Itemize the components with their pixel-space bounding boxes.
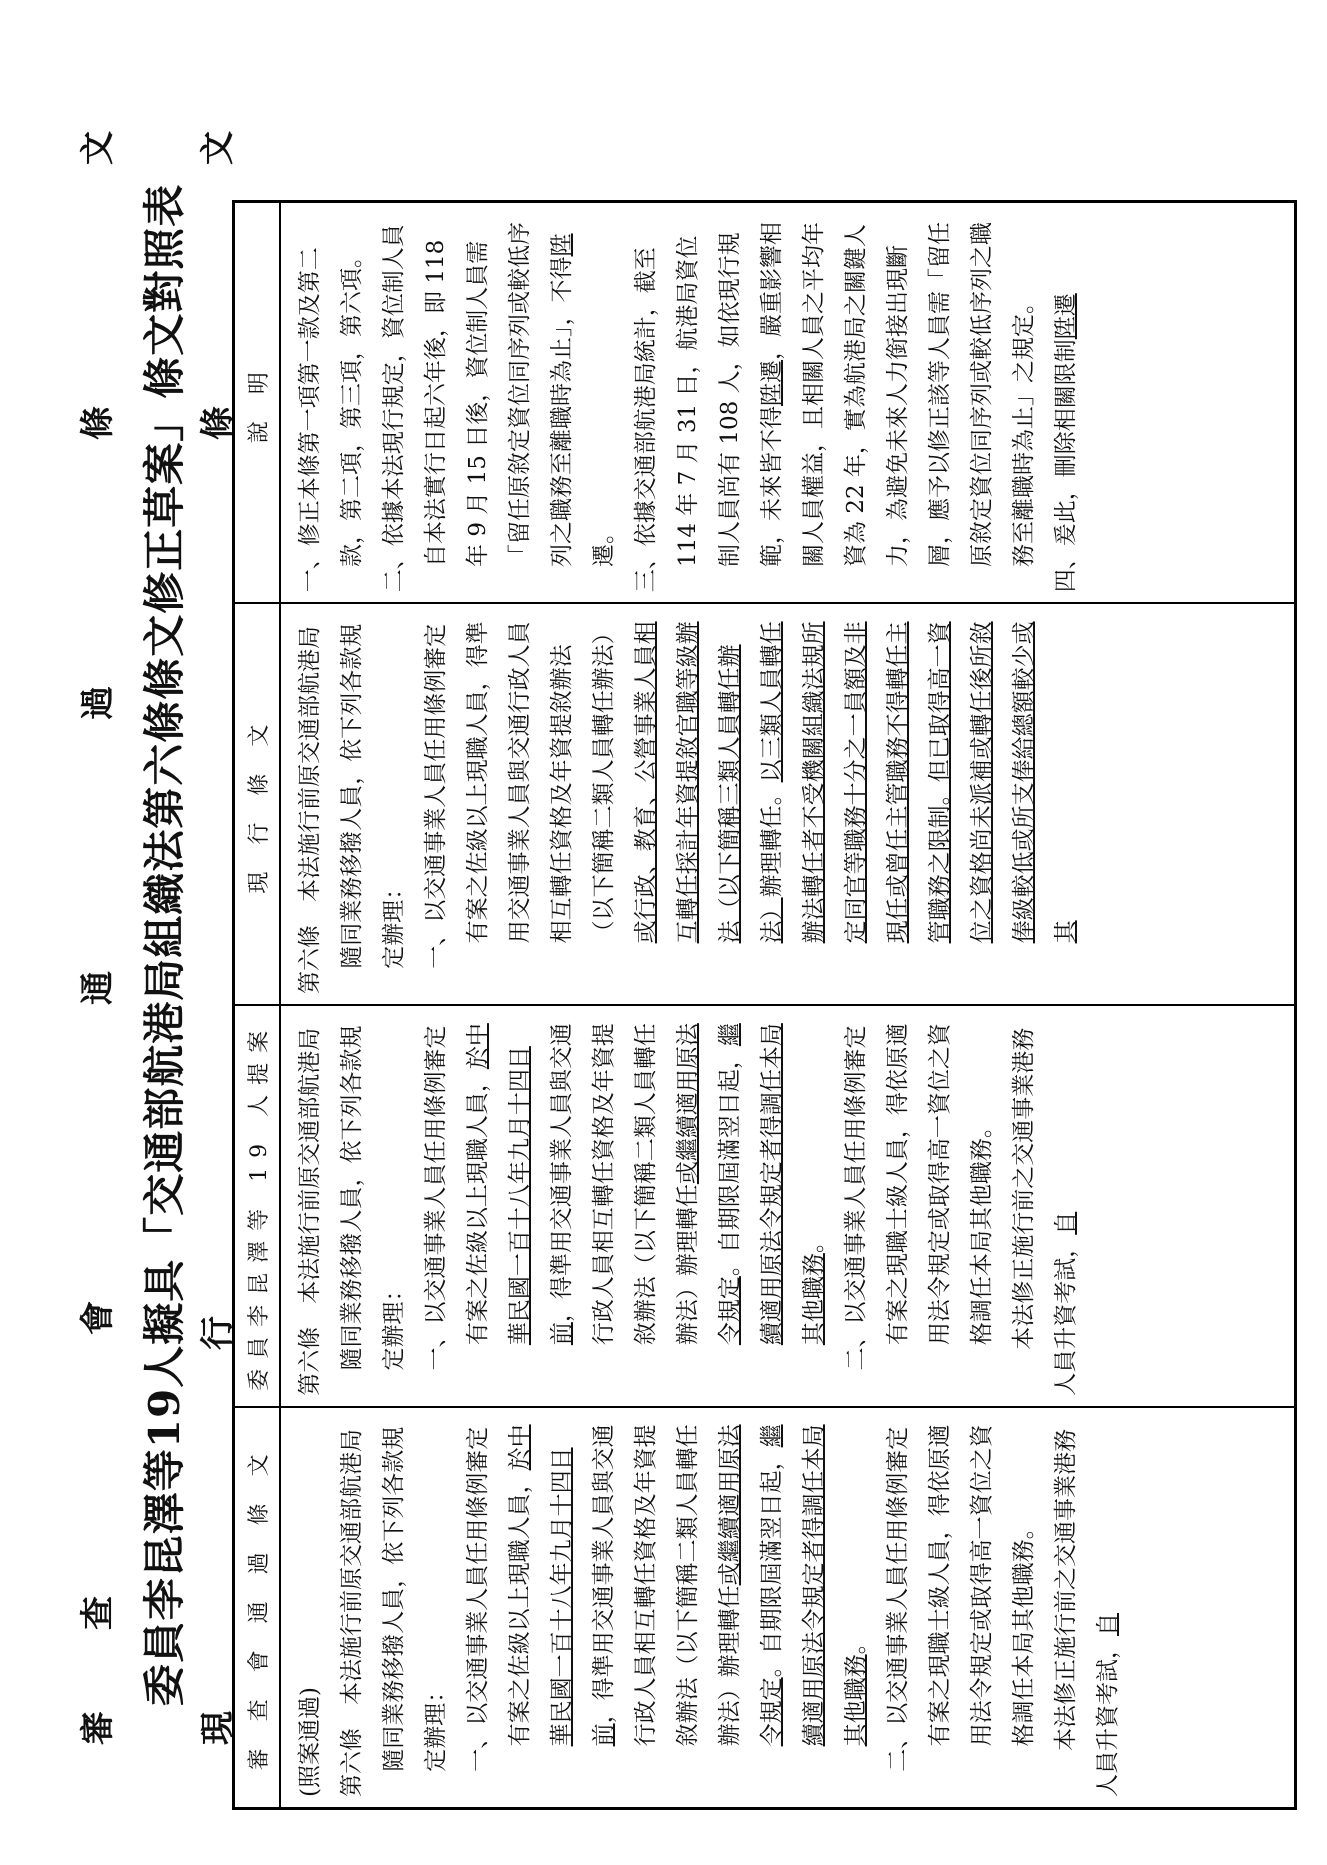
text-run: 本法修正施行前之交通事業港務人員升資考試， (1053, 1429, 1121, 1797)
header-explanation: 說 明 (234, 202, 281, 604)
review-cell (280, 1407, 1296, 1809)
proposal-item-1 (415, 1016, 835, 1396)
title-bottom-line (190, 85, 238, 1805)
title-bottom-char: 條 (198, 406, 238, 440)
text-run: ，得準用交通事業人員與交通行政人員相互轉任資格及年資提敘辦法（以下簡稱二類人員轉任辦法）辦理轉任 (549, 1023, 701, 1346)
header-review: 審 查 會 通 過 條 文 (234, 1407, 281, 1809)
table-header-row (234, 202, 281, 1809)
current-item-1 (415, 614, 1087, 994)
review-note: (照案通過) (297, 1687, 323, 1797)
text-run: 四、爰此，刪除相關限制 (1053, 339, 1079, 593)
title-top-char: 通 (78, 971, 118, 1005)
title-top-char: 審 (78, 1711, 118, 1745)
underlined-text: 自 (1095, 1613, 1121, 1636)
text-run: 。自期限屆滿翌日起， (717, 1046, 743, 1277)
text-run: 辦理轉任。 (759, 782, 785, 898)
explanation-cell (280, 202, 1296, 604)
title-bottom-char: 行 (198, 1316, 238, 1350)
header-proposal: 委員李昆澤等 19 人提案 (234, 1005, 281, 1407)
underlined-text: 於中華民國一百十八年九月十四日前 (465, 1023, 575, 1346)
explanation-3 (625, 213, 1045, 592)
explanation-2 (373, 213, 625, 592)
proposal-tail (1003, 1016, 1087, 1396)
text-run: 。 (843, 1631, 869, 1655)
title-top-char: 文 (78, 131, 118, 165)
review-item-2: 二、以交通事業人員任用條例審定有案之現職士級人員，得依原適用法令規定或取得高一資位之資格調任本局其他職務。 (885, 1424, 1037, 1772)
proposal-item-2: 二、以交通事業人員任用條例審定有案之現職士級人員，得依原適用法令規定或取得高一資位之資格調任本局其他職務。 (843, 1023, 995, 1371)
text-run: 本法修正施行前之交通事業港務人員升資考試， (1011, 1027, 1079, 1396)
underlined-text: 繼續適用原法令規定者得調任本局其他職務 (717, 1023, 827, 1346)
title-top-char: 會 (78, 1301, 118, 1335)
explanation-1: 一、修正本條第一項第一款及第二款，第二項，第三項，第六項。 (297, 244, 365, 593)
underlined-text: 陞遷 (759, 359, 785, 406)
title-bottom-char: 文 (198, 131, 238, 165)
title-main-line: 委員李昆澤等19人擬具「交通部航港局組織法第六條條文修正草案」條文對照表 (140, 183, 189, 1707)
document-title (70, 85, 240, 1805)
text-run: 一、以交通事業人員任用條例審定有案之佐級以上現職人員， (465, 1426, 533, 1772)
review-item-1 (457, 1418, 877, 1797)
underlined-text: 陞 (549, 233, 575, 257)
title-top-char: 查 (78, 1596, 118, 1630)
title-bottom-char: 現 (198, 1711, 238, 1745)
review-tail (1045, 1418, 1129, 1797)
explanation-4 (1045, 213, 1087, 592)
text-run: 遷。 (591, 520, 617, 567)
text-run: 三、依據交通部航港局統計，截至 114 年 7 月 31 日，航港局資位制人員尚有 108 人，如依現行規範，未來皆不得 (633, 232, 785, 593)
text-run: 。 (801, 1230, 827, 1254)
text-run: ，嚴重影響相關人員權益，且相關人員之平均年資為 22 年，實為航港局之關鍵人力，為避免未來人力銜接出現斷層，應予以修正該等人員需「留任原敘定資位同序列或較低序列之職務至離職時為止」之規定。 (759, 221, 1037, 567)
text-run: 。自期限屆滿翌日起， (759, 1447, 785, 1678)
title-top-char: 過 (78, 686, 118, 720)
review-article: 第六條 本法施行前原交通部航港局隨同業務移撥人員，依下列各款規定辦理： (339, 1426, 449, 1797)
proposal-cell (280, 1005, 1296, 1407)
current-article: 第六條 本法施行前原交通部航港局隨同業務移撥人員，依下列各款規定辦理： (297, 623, 407, 994)
comparison-table (232, 200, 1297, 1810)
underlined-text: 或繼續適用原法令規定 (717, 1424, 785, 1747)
text-run: 一、以交通事業人員任用條例審定有案之佐級以上現職人員， (423, 1025, 491, 1371)
header-current: 現 行 條 文 (234, 603, 281, 1005)
title-top-line (70, 85, 118, 1805)
table-body-row (280, 202, 1296, 1809)
underlined-text: 以三類人員轉任辦法轉任者不受機關組織法規所定同官等職務十分之一員額及非現任或曾任主管職務不得轉任主管職務之限制。但已取得高一資位之資格尚未派補或轉任後所敘俸級較低或所支俸給總額較少或其 (759, 621, 1079, 944)
text-run: ，得準用交通事業人員與交通行政人員相互轉任資格及年資提敘辦法（以下簡稱二類人員轉任辦法）辦理轉任 (591, 1424, 743, 1747)
proposal-article: 第六條 本法施行前原交通部航港局隨同業務移撥人員，依下列各款規定辦理： (297, 1025, 407, 1396)
underlined-text: 或繼續適用原法令規定 (675, 1023, 743, 1346)
title-top-char: 條 (78, 406, 118, 440)
underlined-text: 於中華民國一百十八年九月十四日前 (507, 1424, 617, 1747)
underlined-text: 或行政、教育、公營事業人員相互轉任採計年資提敘官職等級辦法（以下簡稱三類人員轉任辦法） (633, 621, 785, 944)
text-run: 一、以交通事業人員任用條例審定有案之佐級以上現職人員，得準用交通事業人員與交通行政人員相互轉任資格及年資提敘辦法（以下簡稱二類人員轉任辦法） (423, 621, 617, 969)
underlined-text: 繼續適用原法令規定者得調任本局其他職務 (759, 1424, 869, 1747)
current-cell (280, 603, 1296, 1005)
underlined-text: 自 (1053, 1211, 1079, 1235)
text-run: 二、依據本法現行規定，資位制人員自本法實行日起六年後，即 118 年 9 月 15 日後，資位制人員需「留任原敘定資位同序列或較低序列之職務至離職時為止」，不得 (381, 221, 575, 593)
underlined-text: 陞遷 (1053, 293, 1079, 340)
